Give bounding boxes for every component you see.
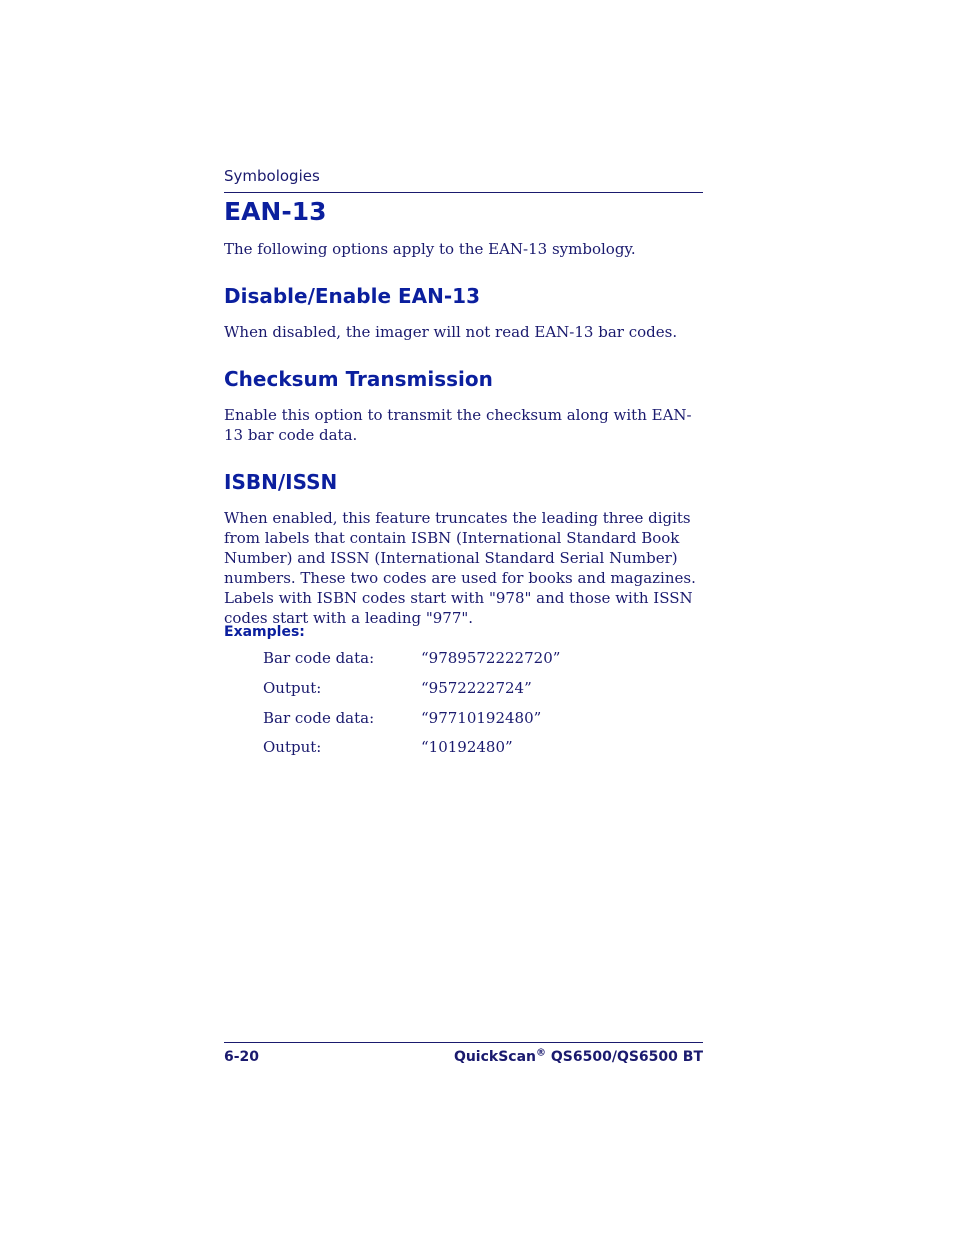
example-row-value: “97710192480”: [421, 709, 542, 727]
footer-page-number: 6-20: [224, 1049, 260, 1065]
intro-paragraph: The following options apply to the EAN-13 symbology.: [224, 240, 636, 258]
examples-label: Examples:: [224, 624, 305, 640]
document-page: [224, 0, 703, 1235]
example-row-value: “9789572222720”: [421, 649, 561, 667]
section-body-isbn-issn: When enabled, this feature truncates the leading three digits from labels that contain ISBN (International Standard Book Number) and ISSN (International Standard Serial Number) numbers. These two codes are used for books and magazines. Labels with ISBN codes start with "978" and those with ISSN codes start with a leading "977".: [224, 509, 696, 627]
page-title: EAN-13: [224, 197, 327, 226]
footer-rule: [224, 1042, 703, 1043]
running-header: Symbologies: [224, 167, 320, 185]
example-row-label: Bar code data:: [263, 649, 375, 667]
footer-product-title: [454, 1047, 703, 1067]
example-row-label: Output:: [263, 738, 322, 756]
example-row: [263, 677, 663, 699]
header-rule: [224, 192, 703, 193]
example-row: [263, 647, 663, 669]
section-heading-isbn-issn: ISBN/ISSN: [224, 470, 338, 494]
example-row: [263, 736, 663, 758]
example-row-value: “10192480”: [421, 738, 513, 756]
section-body-disable-enable: When disabled, the imager will not read EAN-13 bar codes.: [224, 323, 678, 341]
section-body-checksum: Enable this option to transmit the checksum along with EAN-13 bar code data.: [224, 406, 692, 444]
registered-mark: ®: [536, 1047, 547, 1059]
example-row-label: Output:: [263, 679, 322, 697]
footer-product-model: QS6500/QS6500 BT: [546, 1049, 703, 1065]
footer-product-name: QuickScan: [453, 1049, 537, 1065]
section-heading-checksum: Checksum Transmission: [224, 367, 493, 391]
section-heading-disable-enable: Disable/Enable EAN-13: [224, 284, 481, 308]
example-row-label: Bar code data:: [263, 709, 375, 727]
example-row-value: “9572222724”: [421, 679, 532, 697]
example-row: [263, 707, 663, 729]
